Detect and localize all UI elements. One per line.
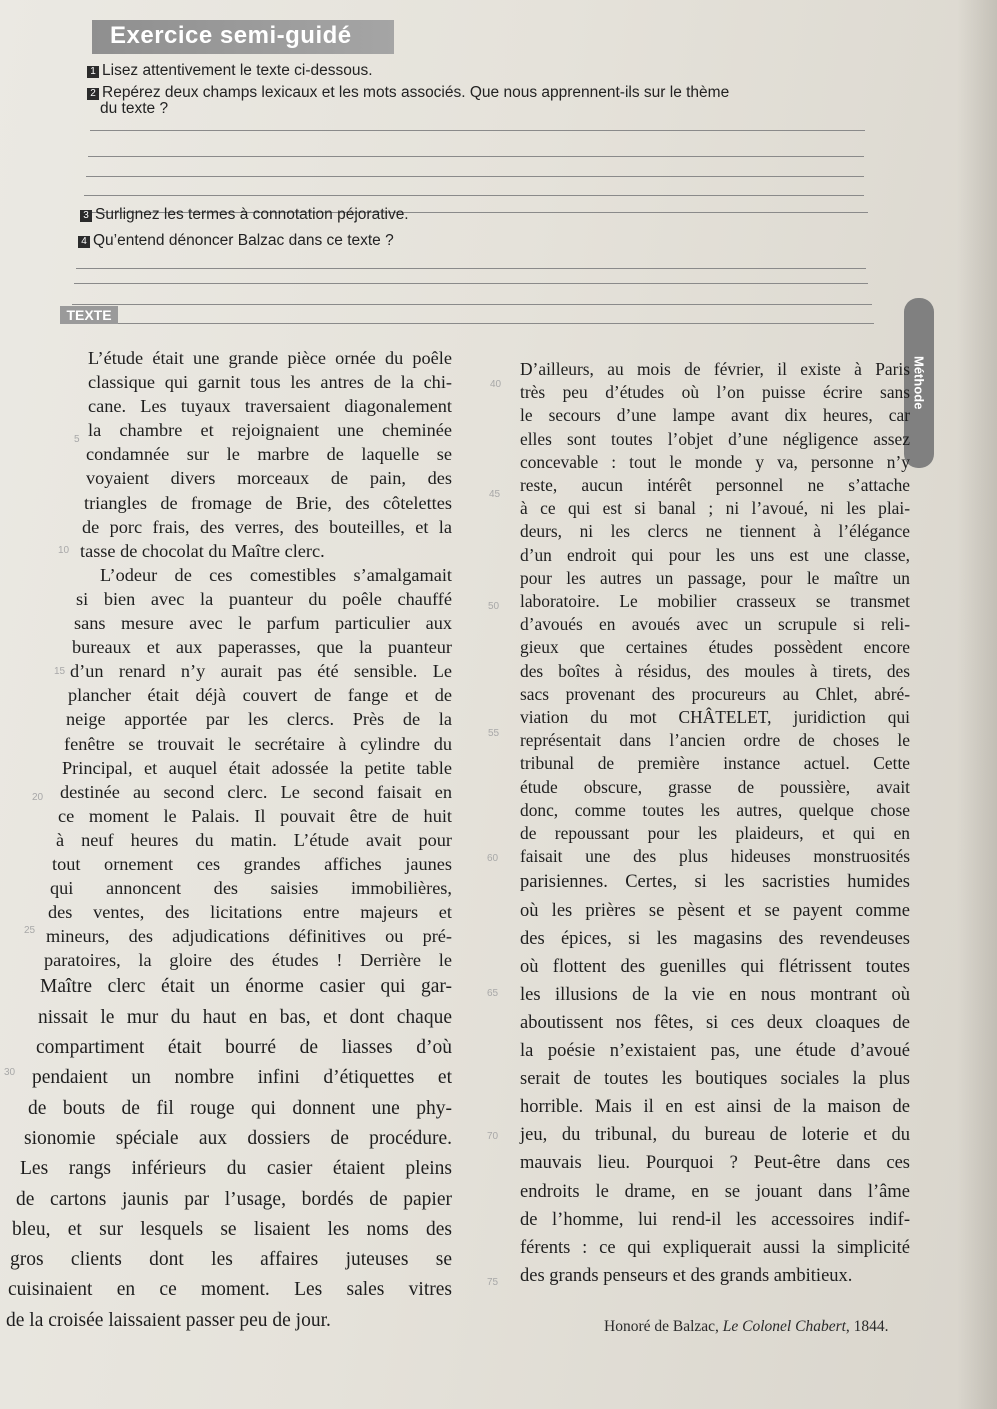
text-line: sans mesure avec le parfum particulier aux (74, 613, 452, 634)
question-number: 3 (80, 210, 92, 222)
text-line: compartiment était bourré de liasses d’où (36, 1037, 452, 1059)
text-line: des boîtes à résidus, des moules à tirets, des (520, 660, 910, 681)
text-line: laboratoire. Le mobilier crasseux se transmet (520, 591, 910, 612)
text-line: sionomie spéciale aux dossiers de procédure. (24, 1127, 452, 1149)
question-number: 4 (78, 236, 90, 248)
text-line: à neuf heures du matin. L’étude avait pour (56, 829, 452, 850)
text-line: concevable : tout le monde y va, personne n’y (520, 451, 910, 472)
text-line: reste, aucun intérêt personnel ne s’attache (520, 475, 910, 496)
text-column-right (520, 358, 910, 1290)
text-line: jeu, du tribunal, du bureau de loterie et du (520, 1125, 910, 1146)
question-text: Surlignez les termes à connotation péjorative. (95, 206, 409, 223)
line-number: 75 (487, 1277, 499, 1288)
text-line: pendaient un nombre infini d’étiquettes et (32, 1067, 452, 1089)
line-number: 25 (24, 925, 36, 936)
text-line: cuisinaient en ce moment. Les sales vitres (8, 1279, 452, 1301)
text-line: paratoires, la gloire des études ! Derrière le (44, 950, 452, 971)
exercise-title: Exercice semi-guidé (110, 22, 352, 49)
text-line: deurs, ni les clercs ne tiennent à l’élégance (520, 521, 910, 542)
text-line: d’avoués en avoués avec un scrupule si reli- (520, 614, 910, 635)
text-line: fenêtre se trouvait le secrétaire à cylindre du (64, 733, 452, 754)
text-line: ce moment le Palais. Il pouvait être de huit (58, 805, 452, 826)
line-number: 50 (488, 601, 500, 612)
text-line: serait de toutes les boutiques sociales la plus (520, 1069, 910, 1090)
line-number: 5 (74, 434, 80, 445)
text-line: D’ailleurs, au mois de février, il existe à Paris (520, 359, 910, 379)
text-line: Maître clerc était un énorme casier qui gar- (40, 976, 452, 998)
text-line: la poésie n’existaient pas, une étude d’avoué (520, 1041, 910, 1062)
text-line: tout ornement ces grandes affiches jaunes (52, 853, 452, 874)
text-line: triangles de fromage de Brie, des côtelettes (84, 492, 452, 513)
source-author: Honoré de Balzac (604, 1318, 716, 1335)
text-line: si bien avec la puanteur du poêle chauffé (76, 588, 452, 609)
text-line: des ventes, des licitations entre majeurs et (48, 902, 452, 923)
text-line: horrible. Mais il en est ainsi de la maison de (520, 1097, 910, 1118)
text-line: de l’homme, lui rend-il les accessoires indif- (520, 1209, 910, 1230)
line-number: 10 (58, 545, 70, 556)
question-text: Repérez deux champs lexicaux et les mots associés. Que nous apprennent-ils sur le thème (102, 84, 730, 101)
line-number: 45 (489, 489, 501, 500)
text-line: qui annoncent des saisies immobilières, (50, 878, 452, 899)
text-line: parisiennes. Certes, si les sacristies humides (520, 872, 910, 893)
question-text: Lisez attentivement le texte ci-dessous. (102, 62, 373, 79)
answer-line[interactable] (84, 195, 864, 196)
text-line: mauvais lieu. Pourquoi ? Peut-être dans ces (520, 1153, 910, 1174)
text-line: voyaient divers morceaux de pain, des (86, 468, 452, 489)
text-line: cane. Les tuyaux traversaient diagonalement (88, 396, 452, 417)
text-line: de la croisée laissaient passer peu de jour. (6, 1309, 331, 1331)
text-line: à ce qui est si banal ; ni l’avoué, ni les plai- (520, 498, 910, 519)
text-line: neige apportée par les clercs. Près de la (66, 709, 452, 730)
text-line: la chambre et rejoignaient une cheminée (88, 420, 452, 441)
text-line: gieux que certaines études possèdent encore (520, 637, 910, 658)
text-line: endroits le drame, en se jouant dans l’âme (520, 1181, 910, 1202)
text-line: viation du mot CHÂTELET, juridiction qui (520, 707, 910, 728)
question-number: 1 (87, 66, 99, 78)
answer-line[interactable] (88, 156, 864, 157)
answer-line[interactable] (72, 323, 874, 324)
text-line: sacs provenant des procureurs au Chlet, abré- (520, 683, 910, 704)
text-line: où les prières se pèsent et se payent comme (520, 900, 910, 921)
question-text: Qu’entend dénoncer Balzac dans ce texte ? (93, 232, 394, 249)
text-line: de repoussant pour les plaideurs, et qui en (520, 823, 910, 844)
text-line: L’odeur de ces comestibles s’amalgamait (100, 564, 452, 585)
question-1 (87, 62, 373, 80)
text-line: plancher était déjà couvert de fange et de (68, 685, 452, 706)
text-line: représentait dans l’ancien ordre de choses le (520, 730, 910, 751)
methode-tab-label: Méthode (911, 356, 927, 410)
line-number: 60 (487, 853, 499, 864)
text-line: bureaux et aux paperasses, que la puanteur (72, 637, 452, 658)
answer-line[interactable] (90, 130, 865, 131)
text-line: condamnée sur le marbre de laquelle se (86, 444, 452, 465)
line-number: 40 (490, 379, 502, 390)
text-line: Principal, et auquel était adossée la petite table (62, 757, 452, 778)
text-line: férents : ce qui expliquerait aussi la simplicité (520, 1237, 910, 1258)
question-number: 2 (87, 88, 99, 100)
page-fold-shadow (957, 0, 997, 1409)
question-2-continuation: du texte ? (100, 100, 169, 117)
text-line: mineurs, des adjudications définitives ou pré- (46, 926, 452, 947)
source-citation: Honoré de Balzac, Le Colonel Chabert, 1844. (604, 1318, 889, 1335)
line-number: 20 (32, 792, 44, 803)
text-line: les illusions de la vie en nous montrant où (520, 984, 910, 1005)
text-line: aboutissent nos fêtes, si ces deux cloaques de (520, 1012, 910, 1033)
line-number: 70 (487, 1131, 499, 1142)
text-line: le secours d’une lampe avant dix heures, car (520, 405, 910, 426)
text-line: nissait le mur du haut en bas, et dont chaque (38, 1006, 452, 1028)
text-line: très peu d’études où l’on puisse écrire sans (520, 382, 910, 403)
text-line: classique qui garnit tous les antres de la chi- (88, 372, 452, 393)
text-line: d’un endroit qui pour les uns est une classe, (520, 544, 910, 565)
text-line: gros clients dont les affaires juteuses se (10, 1249, 452, 1271)
answer-line[interactable] (86, 176, 864, 177)
text-line: étude obscure, grasse de poussière, avait (520, 776, 910, 797)
text-line: des épices, si les magasins des revendeuses (520, 928, 910, 949)
line-number: 55 (488, 728, 500, 739)
text-line: tribunal de première instance actuel. Cette (520, 753, 910, 774)
text-line: elles sont toutes l’objet d’une négligence assez (520, 428, 910, 449)
answer-line[interactable] (76, 268, 866, 269)
texte-label: TEXTE (60, 306, 118, 324)
text-line: L’étude était une grande pièce ornée du poêle (88, 348, 452, 368)
line-number: 15 (54, 666, 66, 677)
text-line: donc, comme toutes les autres, quelque chose (520, 799, 910, 820)
text-line: Les rangs inférieurs du casier étaient pleins (20, 1158, 452, 1180)
text-line: d’un renard n’y aurait pas été sensible. Le (70, 661, 452, 682)
text-line: où flottent des guenilles qui flétrissent toutes (520, 956, 910, 977)
text-line: faisait une des plus hideuses monstruosités (520, 846, 910, 867)
text-line: pour les autres un passage, pour le maître un (520, 567, 910, 588)
question-3 (80, 206, 409, 224)
text-line: de bouts de fil rouge qui donnent une phy- (28, 1097, 452, 1119)
text-line: de cartons jaunis par l’usage, bordés de papier (16, 1188, 452, 1210)
question-2 (87, 84, 729, 102)
answer-line[interactable] (74, 283, 868, 284)
source-year: 1844. (853, 1318, 889, 1335)
answer-line[interactable] (72, 304, 872, 305)
text-line: tasse de chocolat du Maître clerc. (80, 540, 325, 561)
text-line: destinée au second clerc. Le second faisait en (60, 781, 452, 802)
text-column-left (6, 346, 452, 1336)
text-line: des grands penseurs et des grands ambitieux. (520, 1265, 853, 1286)
question-4 (78, 232, 394, 250)
line-number: 30 (4, 1067, 16, 1078)
line-number: 65 (487, 988, 499, 999)
text-line: de porc frais, des verres, des bouteilles, et la (82, 516, 452, 537)
text-line: bleu, et sur lesquels se lisaient les noms des (12, 1218, 452, 1240)
source-work: Le Colonel Chabert (722, 1318, 846, 1335)
